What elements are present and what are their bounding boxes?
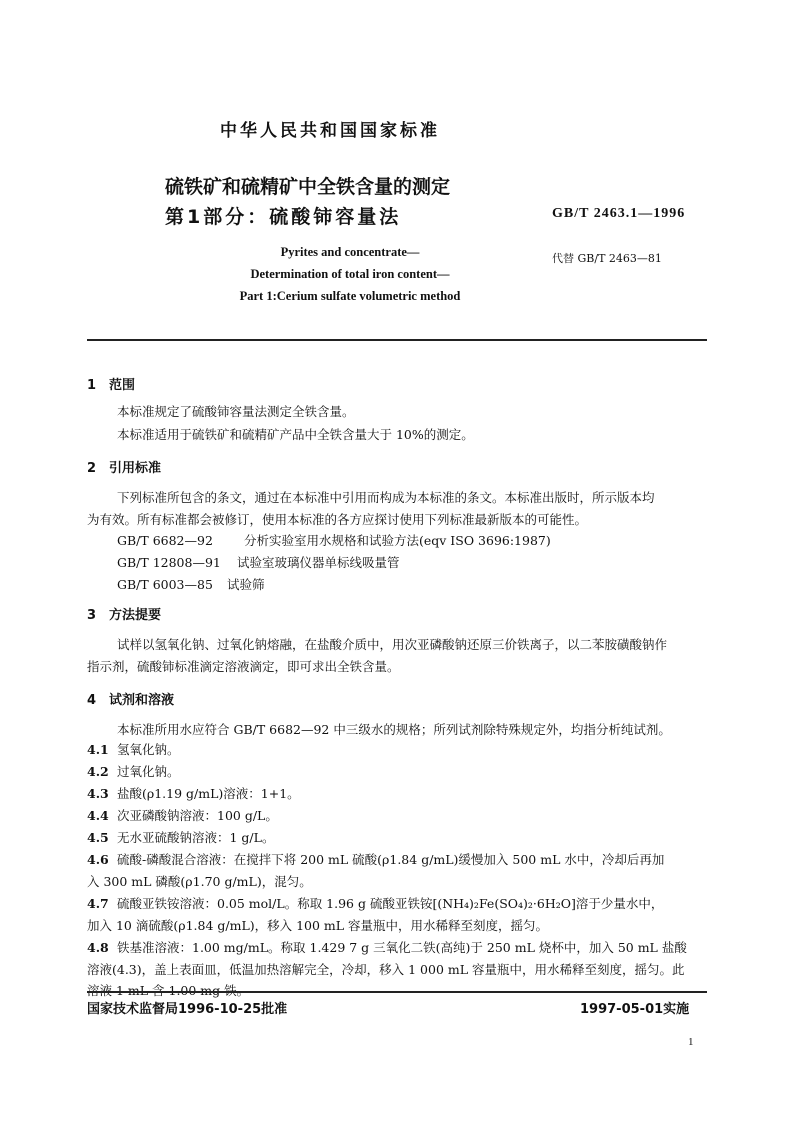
section-4-heading — [87, 689, 174, 708]
clause-4-1 — [87, 740, 180, 758]
clause-continued: 溶液(4.3)，盖上表面皿，低温加热溶解完全，冷却，移入 1 000 mL 容量瓶中，用水稀释至刻度，摇匀。此 — [87, 962, 685, 977]
clause-text: 铁基准溶液：1.00 mg/mL。称取 1.429 7 g 三氧化二铁(高纯)于 250 mL 烧杯中，加入 50 mL 盐酸 — [117, 940, 687, 955]
paragraph: 本标准所用水应符合 GB/T 6682—92 中三级水的规格；所列试剂除特殊规定外，均指分析纯试剂。 — [117, 722, 671, 737]
section-number: 2 — [87, 461, 97, 476]
section-number: 3 — [87, 608, 97, 623]
clause-continued: 入 300 mL 磷酸(ρ1.70 g/mL)，混匀。 — [87, 874, 312, 889]
clause-number: 4.3 — [87, 786, 109, 801]
clause-4-6 — [87, 850, 664, 868]
clause-4-8 — [87, 938, 687, 956]
paragraph-continued: 指示剂，硫酸铈标准滴定溶液滴定，即可求出全铁含量。 — [87, 659, 400, 674]
clause-number: 4.5 — [87, 830, 109, 845]
paragraph-continued: 为有效。所有标准都会被修订，使用本标准的各方应探讨使用下列标准最新版本的可能性。 — [87, 512, 588, 527]
reference-standard — [117, 531, 551, 549]
clause-text: 无水亚硫酸钠溶液：1 g/L。 — [117, 830, 275, 845]
clause-number: 4.2 — [87, 764, 109, 779]
section-3-heading — [87, 604, 161, 623]
clause-4-7 — [87, 894, 663, 912]
clause-4-2 — [87, 762, 180, 780]
standard-title-cn-line1: 硫铁矿和硫精矿中全铁含量的测定 — [165, 176, 451, 198]
standard-title-en-line1: Pyrites and concentrate— — [280, 245, 420, 259]
reference-code: GB/T 6682—92 — [117, 533, 213, 548]
page-number: 1 — [688, 1036, 694, 1048]
clause-text: 盐酸(ρ1.19 g/mL)溶液：1+1。 — [117, 786, 300, 801]
standard-title-en-line2: Determination of total iron content— — [250, 267, 450, 281]
reference-standard — [117, 575, 265, 593]
section-1-heading — [87, 374, 135, 393]
section-title: 试剂和溶液 — [109, 693, 175, 708]
clause-text: 次亚磷酸钠溶液：100 g/L。 — [117, 808, 278, 823]
national-standard-title: 中华人民共和国国家标准 — [220, 121, 440, 141]
clause-continued: 加入 10 滴硫酸(ρ1.84 g/mL)，移入 100 mL 容量瓶中，用水稀释至刻度，摇匀。 — [87, 918, 549, 933]
clause-number: 4.6 — [87, 852, 109, 867]
section-number: 4 — [87, 693, 97, 708]
reference-code: GB/T 6003—85 — [117, 577, 213, 592]
paragraph: 下列标准所包含的条文，通过在本标准中引用而构成为本标准的条文。本标准出版时，所示版本均 — [117, 490, 655, 505]
effective-date: 1997-05-01实施 — [580, 1002, 690, 1017]
clause-number: 4.4 — [87, 808, 109, 823]
section-title: 方法提要 — [109, 608, 162, 623]
footer-divider — [87, 991, 707, 993]
standard-title-en-line3: Part 1:Cerium sulfate volumetric method — [239, 289, 461, 303]
standard-title-cn-line2: 第1部分：硫酸铈容量法 — [165, 206, 402, 228]
clause-text: 氢氧化钠。 — [117, 742, 180, 757]
clause-4-5 — [87, 828, 274, 846]
clause-number: 4.1 — [87, 742, 109, 757]
clause-text: 硫酸-磷酸混合溶液：在搅拌下将 200 mL 硫酸(ρ1.84 g/mL)缓慢加入 500 mL 水中，冷却后再加 — [117, 852, 665, 867]
clause-text: 过氧化钠。 — [117, 764, 180, 779]
section-title: 引用标准 — [109, 461, 162, 476]
approval-statement: 国家技术监督局1996-10-25批准 — [87, 1002, 288, 1017]
reference-standard — [117, 553, 400, 571]
clause-text: 硫酸亚铁铵溶液：0.05 mol/L。称取 1.96 g 硫酸亚铁铵[(NH₄)₂Fe(SO₄)₂·6H₂O]溶于少量水中， — [117, 896, 664, 911]
section-number: 1 — [87, 378, 97, 393]
reference-title: 试验室玻璃仪器单标线吸量管 — [237, 555, 400, 570]
reference-title: 分析实验室用水规格和试验方法(eqv ISO 3696:1987) — [244, 533, 551, 548]
section-2-heading — [87, 457, 161, 476]
header-divider — [87, 339, 707, 341]
replaces-standard: 代替 GB/T 2463—81 — [552, 252, 662, 265]
reference-title: 试验筛 — [227, 577, 265, 592]
standard-number: GB/T 2463.1—1996 — [552, 206, 686, 221]
clause-number: 4.7 — [87, 896, 109, 911]
paragraph: 本标准适用于硫铁矿和硫精矿产品中全铁含量大于 10%的测定。 — [117, 427, 474, 442]
paragraph: 本标准规定了硫酸铈容量法测定全铁含量。 — [117, 404, 355, 419]
clause-4-3 — [87, 784, 300, 802]
reference-code: GB/T 12808—91 — [117, 555, 221, 570]
clause-4-4 — [87, 806, 278, 824]
paragraph: 试样以氢氧化钠、过氧化钠熔融，在盐酸介质中，用次亚磷酸钠还原三价铁离子，以二苯胺磺酸钠作 — [117, 637, 668, 652]
clause-number: 4.8 — [87, 940, 109, 955]
clause-continued — [87, 981, 249, 999]
section-title: 范围 — [109, 378, 136, 393]
